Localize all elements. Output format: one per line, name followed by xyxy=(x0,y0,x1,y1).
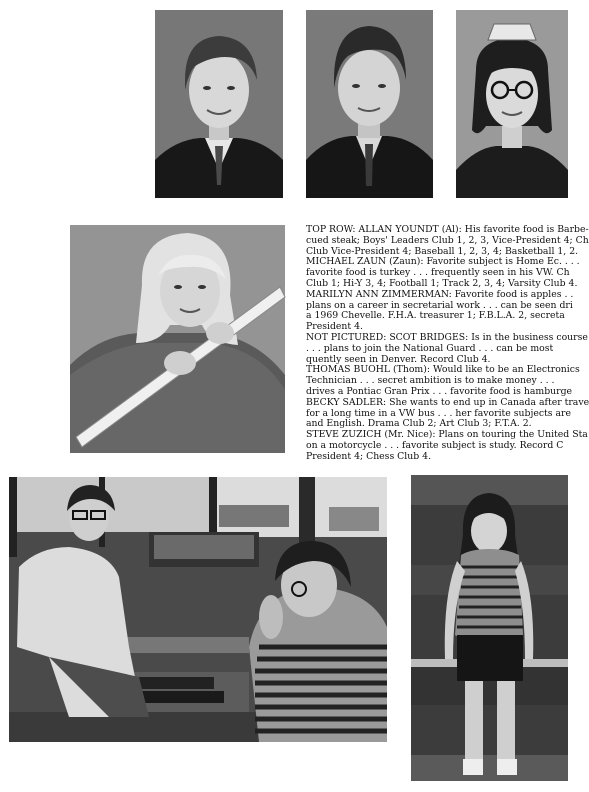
caption-line: Club 1; Hi-Y 3, 4; Football 1; Track 2, 3, 4; Varsity Club 4. xyxy=(306,277,578,289)
caption-line: . . . plans to join the National Guard . . . can be most xyxy=(306,342,554,354)
caption-line: THOMAS BUOHL (Thom): Would like to be an Electronics xyxy=(306,364,580,376)
caption-line: on a motorcycle . . . favorite subject is study. Record C xyxy=(306,439,564,451)
caption-line: MARILYN ANN ZIMMERMAN: Favorite food is apples . . xyxy=(306,288,574,300)
student-captions xyxy=(306,224,589,462)
caption-line: quently seen in Denver. Record Club 4. xyxy=(306,353,491,365)
portrait-marilyn-zimmerman xyxy=(456,10,568,198)
caption-line: Technician . . . secret ambition is to make money . . . xyxy=(306,375,555,387)
caption-line: MICHAEL ZAUN (Zaun): Favorite subject is Home Ec. . . . xyxy=(306,256,580,268)
caption-line: a 1969 Chevelle. F.H.A. treasurer 1; F.B.L.A. 2, secreta xyxy=(306,310,565,322)
caption-line: President 4. xyxy=(306,321,363,333)
photo-girl-at-bar xyxy=(411,475,568,781)
caption-line: plans on a career in secretarial work . . . can be seen dri xyxy=(306,299,573,311)
portrait-allan-youndt xyxy=(155,10,283,198)
portrait-michael-zaun xyxy=(306,10,433,198)
caption-line: TOP ROW: ALLAN YOUNDT (Al): His favorite food is Barbe- xyxy=(306,224,589,235)
caption-line: cued steak; Boys' Leaders Club 1, 2, 3, Vice-President 4; Ch xyxy=(306,234,589,246)
photo-two-boys-library xyxy=(9,477,387,742)
caption-line: BECKY SADLER: She wants to end up in Canada after trave xyxy=(306,396,589,408)
caption-line: Club Vice-President 4; Baseball 1, 2, 3, 4; Basketball 1, 2. xyxy=(306,245,579,257)
caption-line: NOT PICTURED: SCOT BRIDGES: Is in the business course xyxy=(306,331,588,343)
caption-line: for a long time in a VW bus . . . her favorite subjects are xyxy=(306,407,572,419)
photo-girl-with-pole xyxy=(70,225,285,453)
caption-line: and English. Drama Club 2; Art Club 3; F.T.A. 2. xyxy=(306,418,532,430)
caption-line: favorite food is turkey . . . frequently seen in his VW. Ch xyxy=(306,267,570,279)
caption-line: drives a Pontiac Gran Prix . . . favorite food is hamburge xyxy=(306,385,573,397)
caption-line: STEVE ZUZICH (Mr. Nice): Plans on touring the United Sta xyxy=(306,429,588,441)
caption-line: President 4; Chess Club 4. xyxy=(306,450,432,462)
